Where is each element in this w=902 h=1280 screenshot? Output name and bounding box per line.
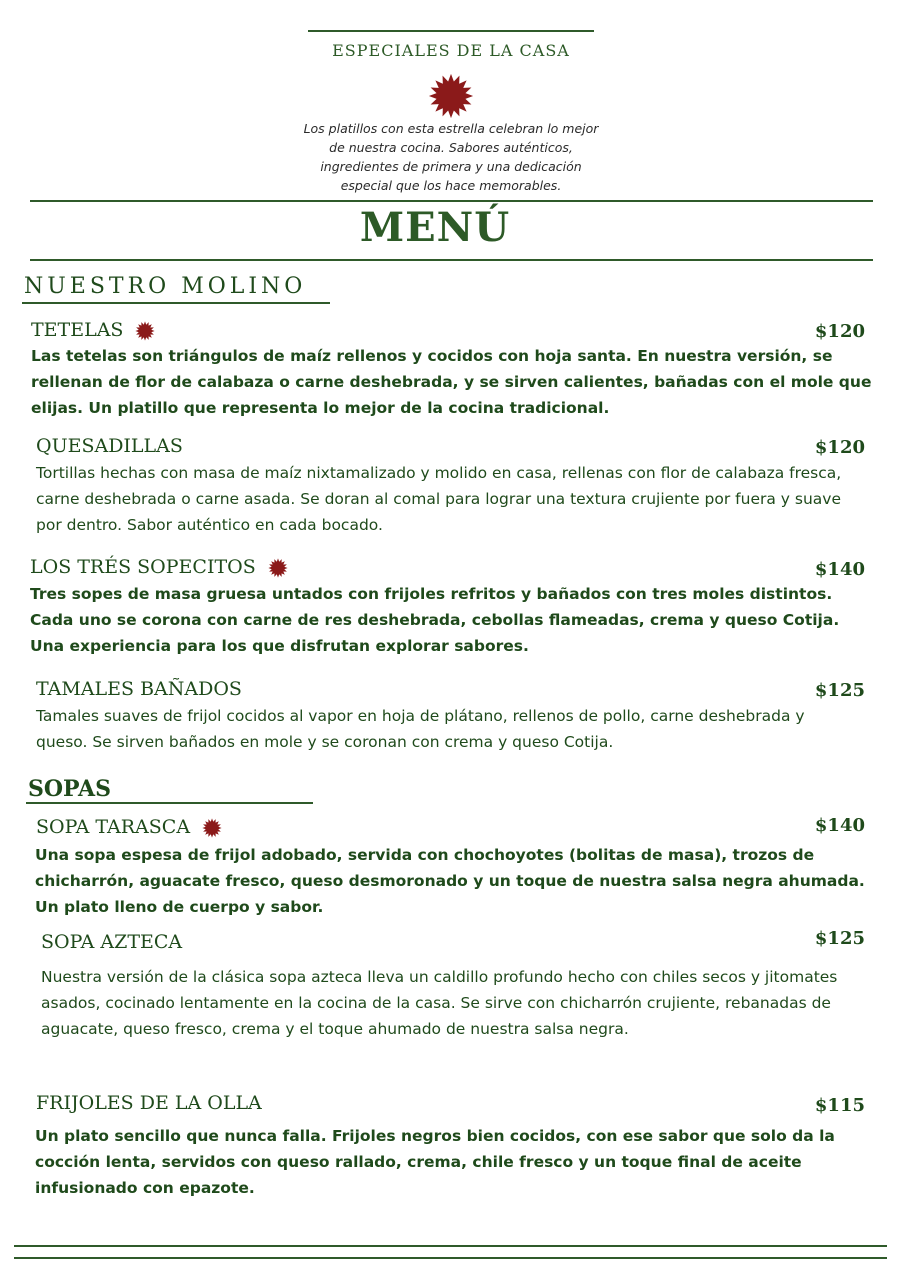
item-title: TETELAS: [31, 319, 124, 341]
menu-title-top-divider: [30, 200, 873, 202]
item-description: Tamales suaves de frijol cocidos al vapor en hoja de plátano, rellenos de pollo, carne deshebrada y queso. Se sirven bañados en mole y se coronan con crema y queso Cotija.: [36, 707, 805, 751]
specials-description: Los platillos con esta estrella celebran lo mejor de nuestra cocina. Sabores auténticos, ingredientes de primera y una dedicación especial que los hace memorables.: [303, 121, 599, 193]
footer-divider: [14, 1257, 887, 1259]
item-description: Tres sopes de masa gruesa untados con frijoles refritos y bañados con tres moles distintos. Cada uno se corona con carne de res deshebrada, cebollas flameadas, crema y queso Cotija. Una experiencia para los que disfrutan explorar sabores.: [30, 585, 840, 655]
star-icon: [428, 73, 474, 119]
menu-item-name: [36, 1092, 262, 1114]
item-description: Tortillas hechas con masa de maíz nixtamalizado y molido en casa, rellenas con flor de calabaza fresca, carne deshebrada o carne asada. Se doran al comal para lograr una textura crujiente por fuera y suave por dentro. Sabor auténtico en cada bocado.: [36, 464, 842, 534]
footer-divider: [14, 1245, 887, 1247]
featured-star-icon: [268, 558, 288, 578]
item-description: Las tetelas son triángulos de maíz rellenos y cocidos con hoja santa. En nuestra versión, se rellenan de flor de calabaza o carne deshebrada, y se sirven calientes, bañadas con el mole que elijas. Un platillo que representa lo mejor de la cocina tradicional.: [31, 347, 872, 417]
menu-item-name: [36, 678, 242, 700]
item-title: SOPA AZTECA: [41, 931, 183, 953]
menu-item-name: [30, 556, 288, 578]
specials-heading: ESPECIALES DE LA CASA: [332, 41, 570, 60]
item-title: LOS TRÉS SOPECITOS: [30, 556, 256, 578]
section-underline: [26, 802, 313, 804]
item-title: TAMALES BAÑADOS: [36, 678, 242, 700]
item-description: Una sopa espesa de frijol adobado, servida con chochoyotes (bolitas de masa), trozos de chicharrón, aguacate fresco, queso desmoronado y un toque de nuestra salsa negra ahumada. Un plato lleno de cuerpo y sabor.: [35, 846, 865, 916]
item-price: $125: [814, 680, 865, 701]
top-divider: [308, 30, 594, 32]
section-title-nuestro-molino: NUESTRO MOLINO: [24, 274, 307, 299]
section-title-sopas: SOPAS: [28, 776, 111, 802]
item-price: $120: [814, 321, 865, 342]
item-title: FRIJOLES DE LA OLLA: [36, 1092, 262, 1114]
menu-item-name: [41, 931, 182, 953]
featured-star-icon: [202, 818, 222, 838]
item-title: QUESADILLAS: [36, 435, 183, 457]
featured-star-icon: [135, 321, 155, 341]
menu-item-name: [36, 816, 222, 838]
item-title: SOPA TARASCA: [36, 816, 191, 838]
item-price: $140: [814, 815, 865, 836]
item-description: Nuestra versión de la clásica sopa azteca lleva un caldillo profundo hecho con chiles secos y jitomates asados, cocinado lentamente en la cocina de la casa. Se sirve con chicharrón crujiente, rebanadas de aguacate, queso fresco, crema y el toque ahumado de nuestra salsa negra.: [41, 968, 838, 1038]
page-title: MENÚ: [359, 204, 511, 251]
menu-item-name: [36, 435, 183, 457]
menu-item-name: [31, 319, 155, 341]
menu-title-bottom-divider: [30, 259, 873, 261]
item-price: $120: [814, 437, 865, 458]
item-description: Un plato sencillo que nunca falla. Frijoles negros bien cocidos, con ese sabor que solo da la cocción lenta, servidos con queso rallado, crema, chile fresco y un toque final de aceite infusionado con epazote.: [35, 1127, 835, 1197]
item-price: $115: [814, 1095, 865, 1116]
item-price: $140: [814, 559, 865, 580]
section-underline: [22, 302, 330, 304]
item-price: $125: [814, 928, 865, 949]
